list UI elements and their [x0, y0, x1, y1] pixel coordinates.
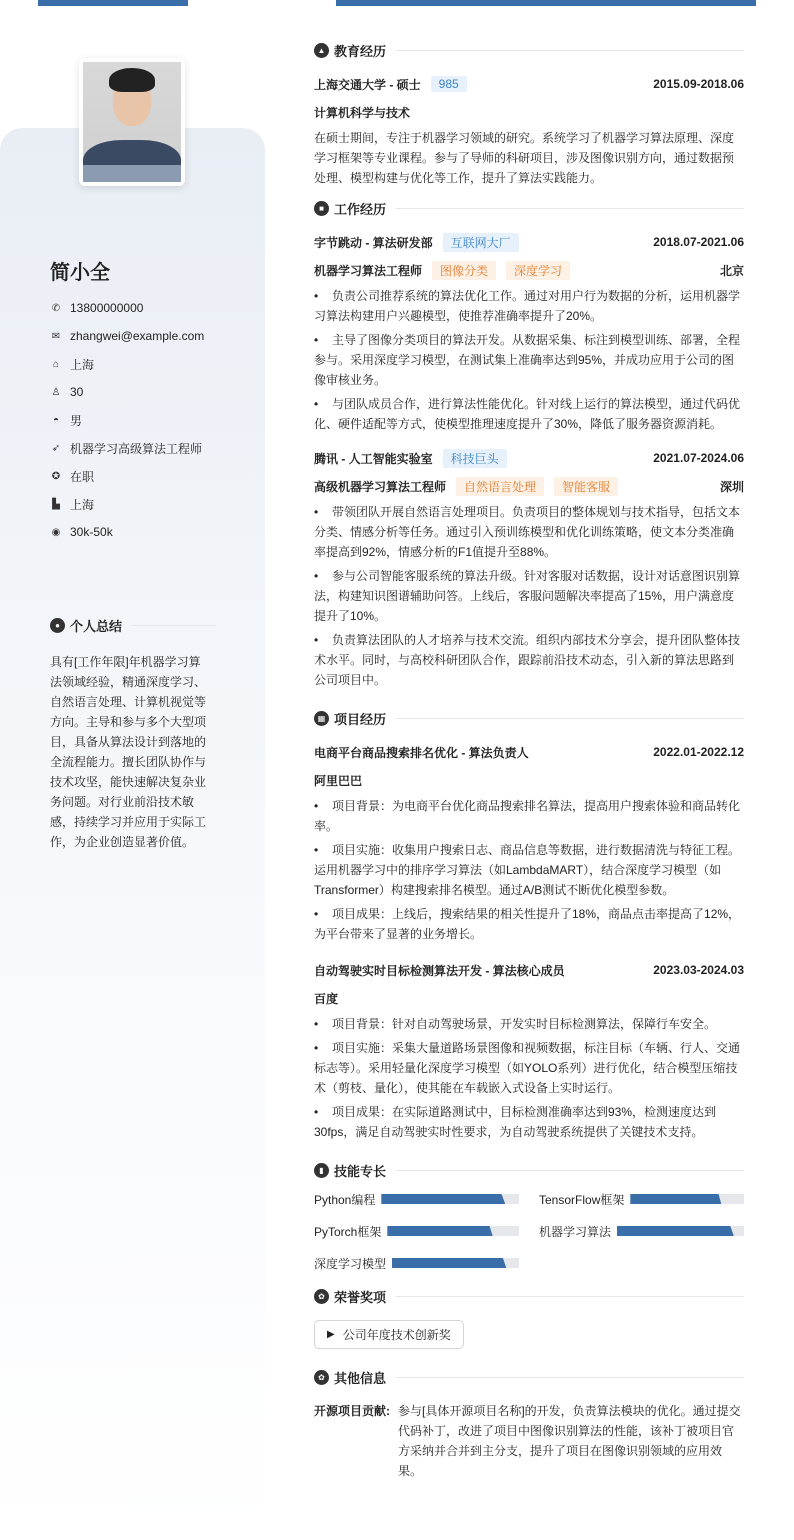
info-row — [50, 434, 204, 462]
main-content — [314, 40, 744, 1481]
skill-row — [314, 1254, 519, 1272]
info-row — [50, 294, 204, 322]
skill-tag: 智能客服 — [554, 477, 618, 496]
skill-bar-fill — [387, 1226, 492, 1236]
project-header — [314, 738, 744, 766]
education-desc: 在硕士期间，专注于机器学习领域的研究。系统学习了机器学习算法原理、深度学习框架等专业课程。参与了导师的科研项目，涉及图像识别方向，通过数据预处理、模型构建与优化等工作，提升了算法实践能力。 — [314, 131, 735, 185]
job-role: 机器学习算法工程师 — [314, 263, 423, 278]
job-role-row — [314, 472, 744, 500]
briefcase-icon: ■ — [314, 201, 329, 216]
award-icon: ✿ — [314, 1289, 329, 1304]
status-icon: ✪ — [51, 470, 61, 482]
info-text: 30k-50k — [70, 525, 113, 539]
skill-row — [314, 1222, 519, 1240]
info-text: 30 — [70, 385, 84, 399]
project-header — [314, 956, 744, 984]
skill-bar-fill — [617, 1226, 734, 1236]
user-icon: ● — [50, 618, 65, 633]
skill-bar — [381, 1194, 519, 1204]
info-text: 男 — [70, 413, 83, 428]
education-date: 2015.09-2018.06 — [653, 77, 744, 91]
chart-icon: ▮ — [314, 1163, 329, 1178]
info-row — [50, 490, 204, 518]
skill-name: Python编程 — [314, 1192, 376, 1207]
play-triangle-icon: ▶ — [327, 1329, 335, 1340]
info-text: 上海 — [70, 497, 95, 512]
project-name: 电商平台商品搜索排名优化 - 算法负责人 — [314, 745, 529, 760]
education-title: 教育经历 — [334, 43, 387, 59]
other-label: 开源项目贡献: — [314, 1404, 390, 1418]
bullet-item: • 与团队成员合作，进行算法性能优化。针对线上运行的算法模型，通过代码优化、硬件适配等方式，使模型推理速度提升了30%，降低了服务器资源消耗。 — [314, 394, 744, 434]
skill-tag: 图像分类 — [432, 261, 496, 280]
education-section — [314, 40, 744, 188]
bullet-item: • 参与公司智能客服系统的算法升级。针对客服对话数据，设计对话意图识别算法，构建知识图谱辅助问答。上线后，客服问题解决率提高了15%，用户满意度提升了10%。 — [314, 566, 744, 626]
job-entry — [314, 228, 744, 434]
school: 上海交通大学 - 硕士 — [314, 77, 421, 92]
skill-bar-fill — [381, 1194, 505, 1204]
job-header — [314, 228, 744, 256]
bullet-item: • 负责公司推荐系统的算法优化工作。通过对用户行为数据的分析，运用机器学习算法构建用户兴趣模型，使推荐准确率提升了20%。 — [314, 286, 744, 326]
project-company: 阿里巴巴 — [314, 773, 363, 788]
work-section — [314, 198, 744, 690]
contact-info — [50, 294, 204, 546]
job-header — [314, 444, 744, 472]
bullet-item: • 项目背景：针对自动驾驶场景，开发实时目标检测算法，保障行车安全。 — [314, 1014, 744, 1034]
skill-name: PyTorch框架 — [314, 1224, 382, 1239]
project-date: 2023.03-2024.03 — [653, 963, 744, 977]
info-row — [50, 322, 204, 350]
skill-name: 深度学习模型 — [314, 1256, 387, 1271]
skill-bar — [630, 1194, 744, 1204]
grid-icon: ▦ — [314, 711, 329, 726]
info-text: 在职 — [70, 469, 95, 484]
awards-title: 荣誉奖项 — [334, 1289, 387, 1305]
summary-heading — [50, 616, 216, 635]
bullet-item: • 项目背景：为电商平台优化商品搜索排名算法，提高用户搜索体验和商品转化率。 — [314, 796, 744, 836]
skill-bar-fill — [392, 1258, 506, 1268]
info-text: 上海 — [70, 357, 95, 372]
skill-bar — [387, 1226, 519, 1236]
skill-name: TensorFlow框架 — [539, 1192, 625, 1207]
skill-name: 机器学习算法 — [539, 1224, 612, 1239]
skills-section — [314, 1160, 744, 1272]
job-left — [314, 449, 507, 468]
project-company: 百度 — [314, 991, 339, 1006]
job-bullets — [314, 502, 744, 690]
skill-bar-fill — [630, 1194, 721, 1204]
gender-icon: ◓ — [52, 414, 60, 426]
info-text: 13800000000 — [70, 301, 144, 315]
info-row — [50, 350, 204, 378]
left-top-bar — [38, 0, 188, 6]
info-text: zhangwei@example.com — [70, 329, 205, 343]
company-tag: 互联网大厂 — [443, 233, 519, 252]
building-icon: ▙ — [52, 498, 60, 510]
other-title: 其他信息 — [334, 1370, 387, 1386]
job-role-left — [314, 477, 618, 496]
skill-tag: 自然语言处理 — [456, 477, 544, 496]
graduation-cap-icon: ▲ — [314, 43, 329, 58]
company: 字节跳动 - 算法研发部 — [314, 235, 433, 250]
mail-icon: ✉ — [51, 330, 61, 342]
job-bullets — [314, 286, 744, 434]
project-date: 2022.01-2022.12 — [653, 745, 744, 759]
skill-bar — [392, 1258, 519, 1268]
skill-tag: 深度学习 — [506, 261, 570, 280]
project-bullets — [314, 1014, 744, 1142]
company: 腾讯 - 人工智能实验室 — [314, 451, 433, 466]
school-tag: 985 — [431, 76, 467, 92]
project-name: 自动驾驶实时目标检测算法开发 - 算法核心成员 — [314, 963, 565, 978]
phone-icon: ✆ — [51, 302, 61, 314]
work-title: 工作经历 — [334, 201, 387, 217]
bullet-item: • 项目成果：在实际道路测试中，目标检测准确率达到93%，检测速度达到30fps，满足自动驾驶实时性要求，为自动驾驶系统提供了关键技术支持。 — [314, 1102, 744, 1142]
skill-row — [539, 1190, 744, 1208]
job-role: 高级机器学习算法工程师 — [314, 479, 447, 494]
bullet-item: • 项目成果：上线后，搜索结果的相关性提升了18%，商品点击率提高了12%，为平台带来了显著的业务增长。 — [314, 904, 744, 944]
other-section — [314, 1367, 744, 1481]
project-entry — [314, 738, 744, 944]
bullet-item: • 负责算法团队的人才培养与技术交流。组织内部技术分享会，提升团队整体技术水平。同时，与高校科研团队合作，跟踪前沿技术动态，引入新的算法思路到公司项目中。 — [314, 630, 744, 690]
skills-title: 技能专长 — [334, 1163, 387, 1179]
awards-section — [314, 1286, 744, 1367]
job-role-left — [314, 261, 570, 280]
company-tag: 科技巨头 — [443, 449, 507, 468]
home-icon: ⌂ — [52, 358, 60, 370]
info-row — [50, 518, 204, 546]
send-icon: ➶ — [51, 442, 61, 454]
info-text: 机器学习高级算法工程师 — [70, 441, 203, 456]
profile-name: 简小全 — [50, 262, 110, 284]
salary-icon: ◉ — [51, 526, 61, 538]
job-role-row — [314, 256, 744, 284]
info-icon: ✿ — [314, 1370, 329, 1385]
project-bullets — [314, 796, 744, 944]
job-date: 2021.07-2024.06 — [653, 451, 744, 465]
job-city: 北京 — [719, 263, 744, 278]
other-text: 参与[具体开源项目名称]的开发，负责算法模块的优化。通过提交代码补丁，改进了项目中图像识别算法的性能，该补丁被项目官方采纳并合并到主分支，提升了项目在图像识别领域的应用效果。 — [398, 1404, 741, 1478]
summary-text: 具有[工作年限]年机器学习算法领域经验，精通深度学习、自然语言处理、计算机视觉等方向。主导和参与多个大型项目，具备从算法设计到落地的全流程能力。擅长团队协作与技术攻坚，能快速解决复杂业务问题。对行业前沿技术敏感，持续学习并应用于实际工作，为企业创造显著价值。 — [50, 655, 207, 849]
bullet-item: • 主导了图像分类项目的算法开发。从数据采集、标注到模型训练、部署，全程参与。采用深度学习模型，在测试集上准确率达到95%，并成功应用于公司的图像审核业务。 — [314, 330, 744, 390]
bullet-item: • 带领团队开展自然语言处理项目。负责项目的整体规划与技术指导，包括文本分类、情感分析等任务。通过引入预训练模型和优化训练策略，使文本分类准确率提高到92%，情感分析的F1值提升至88%。 — [314, 502, 744, 562]
avatar — [79, 58, 185, 186]
info-row — [50, 462, 204, 490]
summary-title: 个人总结 — [70, 619, 123, 634]
right-top-bar — [336, 0, 756, 6]
info-row — [50, 378, 204, 406]
skill-bar — [617, 1226, 744, 1236]
major: 计算机科学与技术 — [314, 105, 411, 120]
projects-title: 项目经历 — [334, 711, 387, 727]
job-city: 深圳 — [719, 479, 744, 494]
age-icon: ♙ — [51, 386, 61, 398]
job-entry — [314, 444, 744, 690]
info-row — [50, 406, 204, 434]
job-left — [314, 233, 519, 252]
skill-row — [539, 1222, 744, 1240]
skill-row — [314, 1190, 519, 1208]
bullet-item: • 项目实施：采集大量道路场景图像和视频数据，标注目标（车辆、行人、交通标志等）。采用轻量化深度学习模型（如YOLO系列）进行优化，结合模型压缩技术（剪枝、量化），使其能在车载嵌入式设备上实时运行。 — [314, 1038, 744, 1098]
award-label: 公司年度技术创新奖 — [342, 1328, 451, 1342]
award-item[interactable] — [314, 1320, 464, 1349]
bullet-item: • 项目实施：收集用户搜索日志、商品信息等数据，进行数据清洗与特征工程。运用机器学习中的排序学习算法（如LambdaMART），结合深度学习模型（如Transformer）构建搜索排名模型。通过A/B测试不断优化模型参数。 — [314, 840, 744, 900]
job-date: 2018.07-2021.06 — [653, 235, 744, 249]
projects-section — [314, 708, 744, 1142]
project-entry — [314, 956, 744, 1142]
